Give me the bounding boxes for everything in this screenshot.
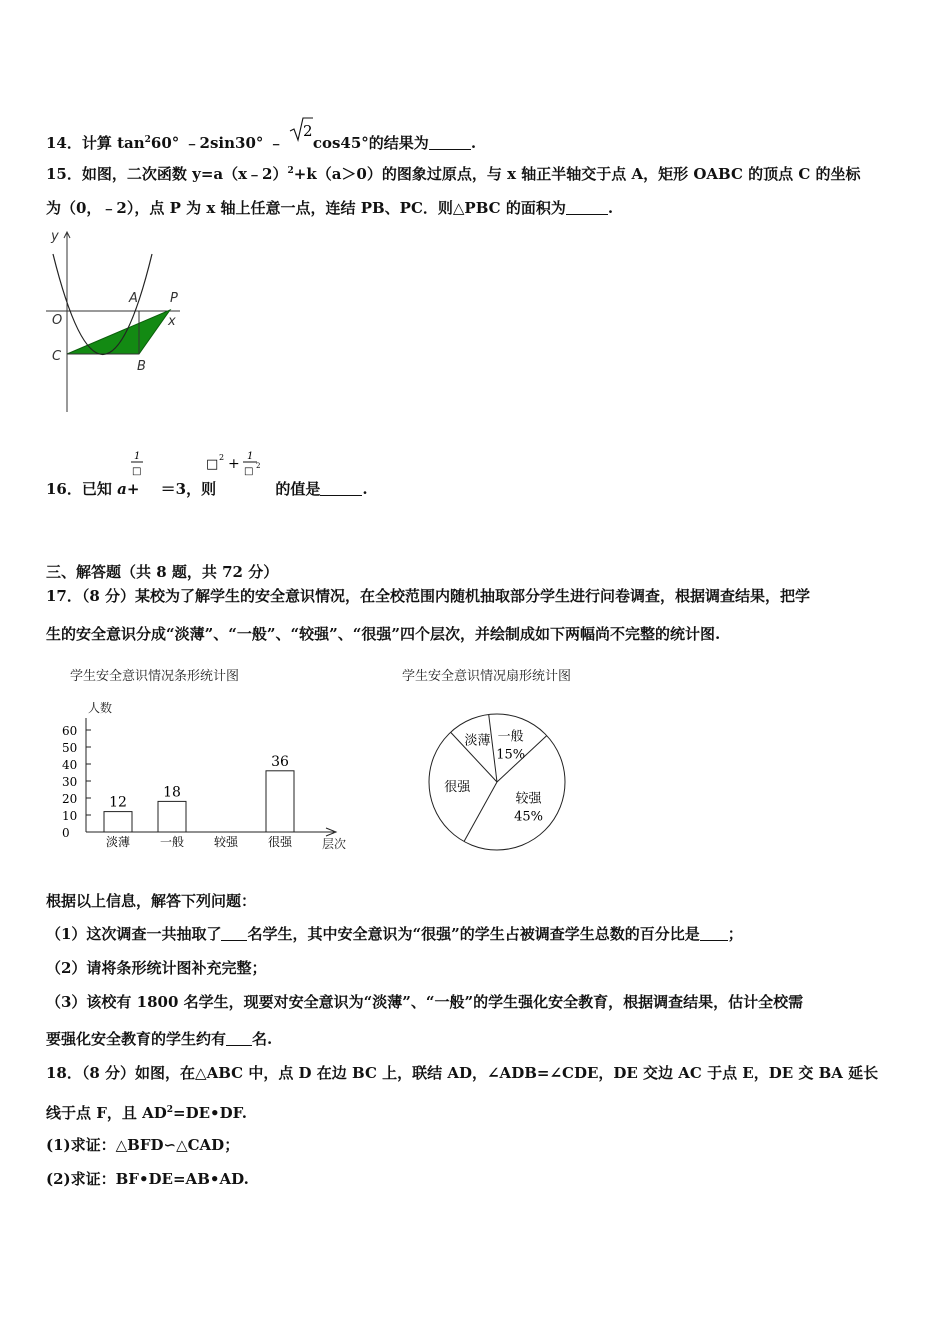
q16-text-a: 16．已知 [46,480,112,498]
q14-answer-blank [429,135,471,150]
sqrt-symbol [289,116,313,142]
q15-text-1b: +k（a＞0）的图象过原点，与 x 轴正半轴交于点 A，矩形 OABC 的顶点 C 的坐标 [293,165,861,183]
fraction-denominator: □ [132,466,142,477]
q15-sup: 2 [287,166,294,176]
x-category-label: 较强 [213,835,239,849]
bar-chart [44,660,374,860]
question-15-line1 [46,161,861,184]
bar-chart-xlabel: 层次 [322,837,347,851]
q15-text-2: 为（0，﹣2），点 P 为 x 轴上任意一点，连结 PB、PC．则△PBC 的面积为 [46,199,566,217]
triangle-pbc [67,310,170,354]
q16-answer-blank [320,481,362,496]
y-tick-label: 50 [62,741,78,755]
q14-text-b: 60° ﹣2sin30° ﹣ [150,134,284,152]
q14-sup: 2 [144,135,151,145]
parabola-figure [44,226,194,416]
sqrt-expression [289,116,313,153]
x-category-label: 淡薄 [105,835,131,849]
label-c: C [52,349,62,364]
expr-plus: + [228,456,240,472]
q17-part3-line2 [46,1029,272,1049]
q17-part2: （2）请将条形统计图补充完整； [46,959,267,977]
q14-number: 14． [46,134,82,152]
q17-p1a: （1）这次调查一共抽取了 [46,925,222,943]
q17-blank-estimate [226,1031,252,1046]
q18-sup: 2 [166,1105,174,1115]
q17-part1 [46,924,743,944]
q16-eq3: ＝3，则 [160,480,217,498]
bar-3 [266,771,294,832]
bar-chart-title: 学生安全意识情况条形统计图 [70,669,240,684]
q18-sub1: (1)求证：△BFD∽△CAD； [46,1136,240,1154]
fraction-1-over-a [128,448,148,478]
bar-value-label: 12 [109,794,127,811]
section-3-heading: 三、解答题（共 8 题，共 72 分） [46,563,279,581]
question-16 [46,479,368,499]
y-tick-label: 20 [62,792,78,806]
q14-end: . [470,134,477,152]
q17-intro: 根据以上信息，解答下列问题： [46,892,257,910]
question-18-line1: 18．（8 分）如图，在△ABC 中，点 D 在边 BC 上，联结 AD，∠ADB=∠CDE，DE 交边 AC 于点 E，DE 交 BA 延长 [46,1064,879,1082]
y-tick-label: 40 [62,758,78,772]
q16-a-plus: a+ [117,480,140,498]
expression-a2-plus-inverse [202,448,266,478]
q17-part3-line1: （3）该校有 1800 名学生，现要对安全意识为“淡薄”、“一般”的学生强化安全教育，根据调查结果，估计全校需 [46,993,804,1011]
q17-blank-percent [700,926,728,941]
sqrt-argument: 2 [302,122,313,140]
q16-end: . [362,480,368,498]
x-category-label: 很强 [267,835,293,849]
pie-slice-percent: 15% [496,747,526,763]
expr-sup: 2 [219,453,225,462]
pie-slice-label: 一般 [497,729,524,745]
pie-chart-title: 学生安全意识情况扇形统计图 [402,669,572,684]
q15-end: . [607,199,614,217]
pie-slice-label: 淡薄 [464,733,491,749]
q14-text-c: cos45°的结果为 [312,134,429,152]
expr-box: □ [206,457,219,472]
pie-slice-label: 很强 [444,779,471,795]
q15-text-1: 15．如图，二次函数 y=a（x﹣2） [46,165,288,183]
label-y: y [51,229,59,244]
y-tick-label: 60 [62,724,78,738]
q18-line2a: 线于点 F，且 AD [46,1104,167,1122]
question-17-line1: 17．（8 分）某校为了解学生的安全意识情况，在全校范围内随机抽取部分学生进行问卷调查，根据调查结果，把学 [46,587,811,605]
bar-chart-ylabel: 人数 [88,701,113,715]
label-a: A [129,291,138,306]
pie-slice-percent: 45% [514,809,543,825]
q17-p3c: 名. [252,1030,273,1048]
pie-chart [392,660,622,860]
q17-p1b: 名学生，其中安全意识为“很强”的学生占被调查学生总数的百分比是 [247,925,700,943]
q17-p3b: 要强化安全教育的学生约有 [46,1030,227,1048]
bar-0 [104,812,132,832]
q15-answer-blank [566,200,608,215]
q18-line2b: =DE•DF. [173,1104,247,1122]
expr-frac-denominator: □ [244,466,254,477]
label-p: P [170,291,178,306]
label-x: x [168,314,176,329]
y-tick-label: 0 [62,826,70,840]
question-15-line2 [46,198,613,218]
bar-value-label: 36 [271,753,289,770]
y-tick-label: 10 [62,809,78,823]
q16-tail: 的值是 [275,480,321,498]
question-17-line2: 生的安全意识分成“淡薄”、“一般”、“较强”、“很强”四个层次，并绘制成如下两幅尚不完整的统计图. [46,625,721,643]
label-b: B [137,359,146,374]
question-18-line2 [46,1100,247,1123]
expr-frac-sup: 2 [256,462,261,470]
q14-text-a: 计算 tan [81,134,145,152]
q17-blank-total [221,926,247,941]
q17-p1c: ； [727,925,743,943]
bar-value-label: 18 [163,784,181,801]
x-category-label: 一般 [159,835,185,849]
q18-sub2: (2)求证：BF•DE=AB•AD. [46,1170,249,1188]
question-14 [46,116,476,153]
expr-frac-numerator: 1 [247,451,254,462]
y-tick-label: 30 [62,775,78,789]
label-o: O [52,313,63,328]
pie-slice-label: 较强 [515,791,542,807]
fraction-numerator: 1 [134,451,141,462]
bar-1 [158,801,186,832]
